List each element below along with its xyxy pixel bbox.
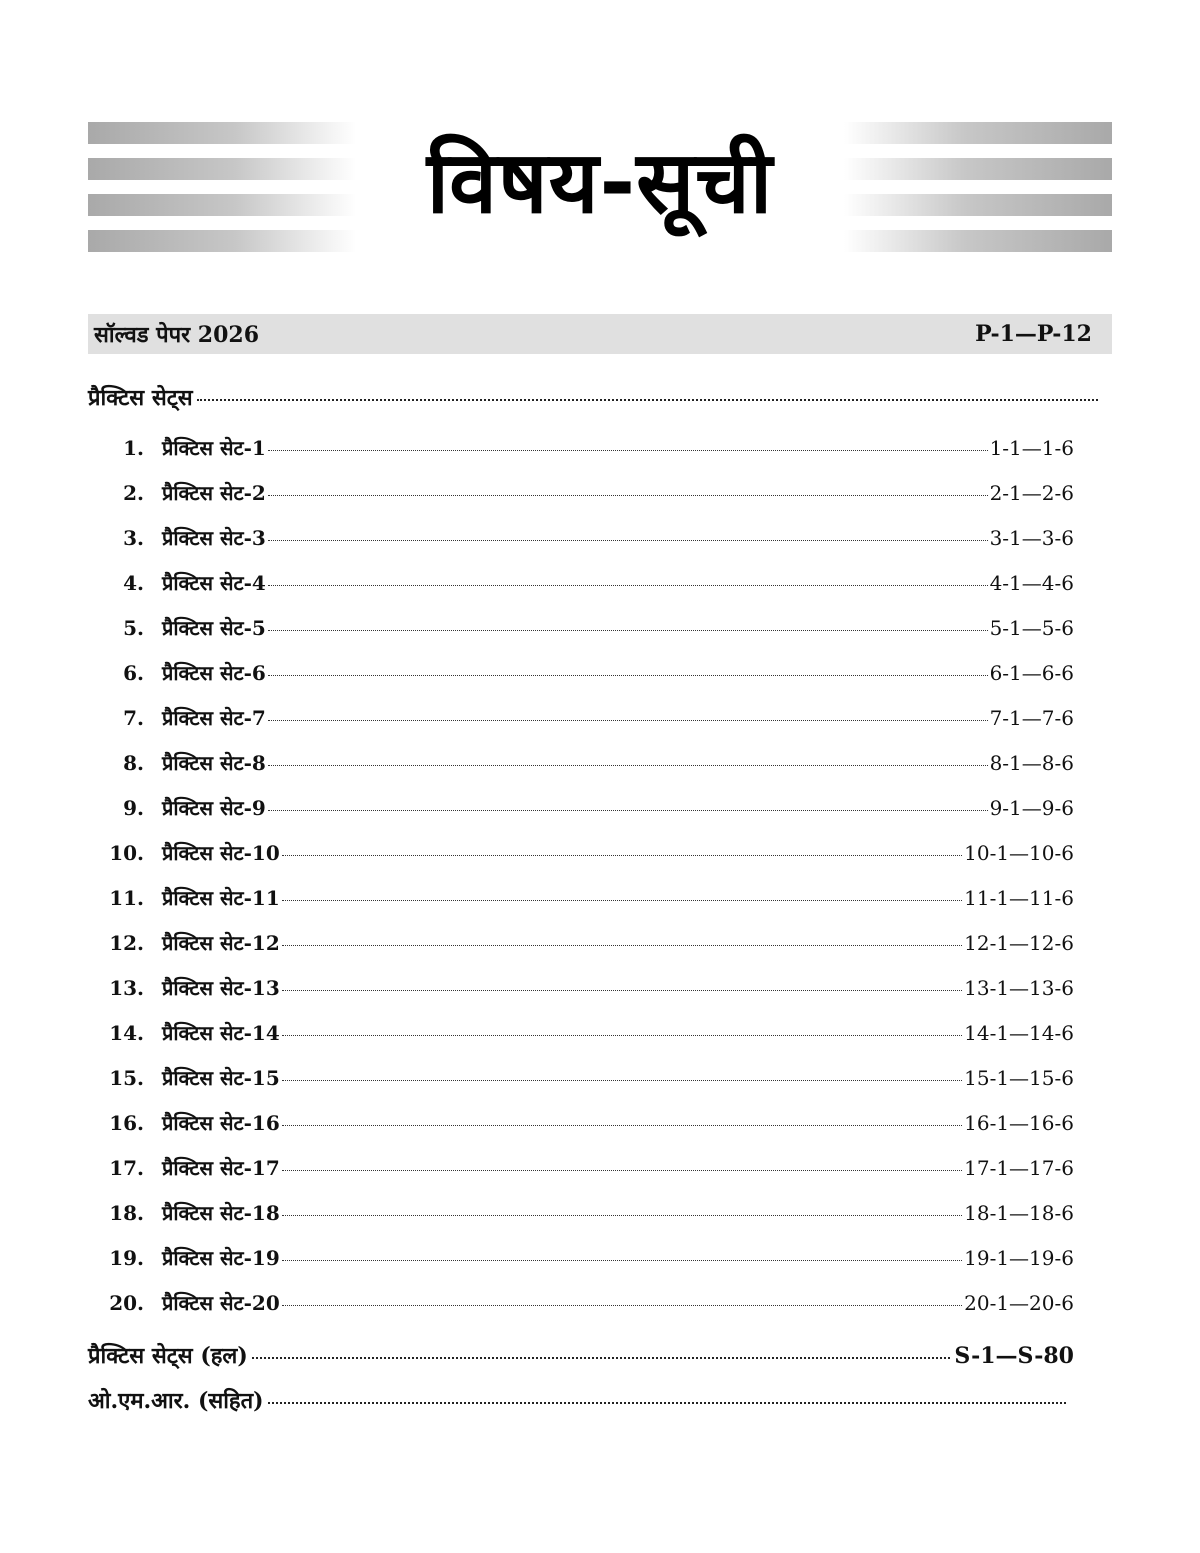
- entry-label: प्रैक्टिस सेट-16: [162, 1111, 280, 1135]
- entry-pages: 15-1—15-6: [964, 1066, 1074, 1090]
- entry-label: प्रैक्टिस सेट-13: [162, 976, 280, 1000]
- entry-label: प्रैक्टिस सेट-9: [162, 796, 266, 820]
- dotted-leader: [268, 675, 988, 676]
- dotted-leader: [252, 1357, 951, 1359]
- solutions-row[interactable]: [88, 1340, 1074, 1370]
- entry-number: 8.: [123, 751, 144, 775]
- entry-number: 6.: [123, 661, 144, 685]
- dotted-leader: [268, 1402, 1066, 1404]
- entry-label: प्रैक्टिस सेट-3: [162, 526, 266, 550]
- dotted-leader: [268, 630, 988, 631]
- entry-pages: 18-1—18-6: [964, 1201, 1074, 1225]
- entry-number: 17.: [109, 1156, 144, 1180]
- dotted-leader: [282, 1125, 962, 1126]
- entry-label: प्रैक्टिस सेट-4: [162, 571, 266, 595]
- entry-number: 16.: [109, 1111, 144, 1135]
- dotted-leader: [268, 540, 988, 541]
- toc-entry[interactable]: [88, 1289, 1074, 1334]
- entry-number: 15.: [109, 1066, 144, 1090]
- toc-entry[interactable]: [88, 659, 1074, 704]
- entry-pages: 6-1—6-6: [989, 661, 1074, 685]
- dotted-leader: [268, 765, 988, 766]
- dotted-leader: [268, 585, 988, 586]
- dotted-leader: [282, 1215, 962, 1216]
- entry-number: 5.: [123, 616, 144, 640]
- dotted-leader: [282, 1305, 962, 1306]
- entry-pages: 11-1—11-6: [964, 886, 1074, 910]
- dotted-leader: [268, 810, 988, 811]
- entry-pages: 8-1—8-6: [989, 751, 1074, 775]
- dotted-leader: [282, 855, 962, 856]
- solved-paper-pages: P-1—P-12: [975, 321, 1092, 347]
- entry-label: प्रैक्टिस सेट-10: [162, 841, 280, 865]
- entry-number: 2.: [123, 481, 144, 505]
- dotted-leader: [282, 1035, 962, 1036]
- dotted-leader: [282, 900, 962, 901]
- entry-number: 9.: [123, 796, 144, 820]
- entry-number: 13.: [109, 976, 144, 1000]
- dotted-leader: [282, 1170, 962, 1171]
- toc-entry[interactable]: [88, 749, 1074, 794]
- dotted-leader: [282, 990, 962, 991]
- entry-pages: 12-1—12-6: [964, 931, 1074, 955]
- entry-label: प्रैक्टिस सेट-11: [162, 886, 280, 910]
- toc-entry[interactable]: [88, 704, 1074, 749]
- toc-entry[interactable]: [88, 1154, 1074, 1199]
- entry-label: प्रैक्टिस सेट-14: [162, 1021, 280, 1045]
- solved-paper-row[interactable]: [88, 314, 1112, 354]
- entry-label: प्रैक्टिस सेट-6: [162, 661, 266, 685]
- entry-label: प्रैक्टिस सेट-12: [162, 931, 280, 955]
- dotted-leader: [282, 1260, 962, 1261]
- entry-pages: 20-1—20-6: [964, 1291, 1074, 1315]
- entry-label: प्रैक्टिस सेट-5: [162, 616, 266, 640]
- entry-pages: 9-1—9-6: [989, 796, 1074, 820]
- page-title: विषय-सूची: [426, 133, 774, 233]
- toc-entry[interactable]: [88, 524, 1074, 569]
- toc-entry[interactable]: [88, 434, 1074, 479]
- dotted-leader: [268, 495, 988, 496]
- entry-number: 14.: [109, 1021, 144, 1045]
- toc-entry[interactable]: [88, 1199, 1074, 1244]
- toc-entry[interactable]: [88, 839, 1074, 884]
- toc-entry[interactable]: [88, 1244, 1074, 1289]
- solved-paper-label: सॉल्वड पेपर 2026: [94, 322, 260, 348]
- toc-entry[interactable]: [88, 614, 1074, 659]
- entry-number: 19.: [109, 1246, 144, 1270]
- entry-pages: 14-1—14-6: [964, 1021, 1074, 1045]
- toc-entry[interactable]: [88, 479, 1074, 524]
- entry-pages: 16-1—16-6: [964, 1111, 1074, 1135]
- entry-label: प्रैक्टिस सेट-15: [162, 1066, 280, 1090]
- entry-number: 18.: [109, 1201, 144, 1225]
- dotted-leader: [282, 945, 962, 946]
- toc-entry[interactable]: [88, 1109, 1074, 1154]
- toc-entry[interactable]: [88, 794, 1074, 839]
- entry-number: 7.: [123, 706, 144, 730]
- entry-pages: 4-1—4-6: [989, 571, 1074, 595]
- entry-pages: 3-1—3-6: [989, 526, 1074, 550]
- entry-number: 20.: [109, 1291, 144, 1315]
- toc-entry[interactable]: [88, 884, 1074, 929]
- omr-row[interactable]: [88, 1385, 1070, 1415]
- entry-label: प्रैक्टिस सेट-8: [162, 751, 266, 775]
- entry-label: प्रैक्टिस सेट-20: [162, 1291, 280, 1315]
- entry-number: 11.: [109, 886, 144, 910]
- entry-label: प्रैक्टिस सेट-1: [162, 436, 266, 460]
- entry-number: 1.: [123, 436, 144, 460]
- toc-entry[interactable]: [88, 974, 1074, 1019]
- entry-pages: 19-1—19-6: [964, 1246, 1074, 1270]
- toc-entry[interactable]: [88, 1064, 1074, 1109]
- dotted-leader: [282, 1080, 962, 1081]
- toc-entry[interactable]: [88, 569, 1074, 614]
- entry-label: प्रैक्टिस सेट-17: [162, 1156, 280, 1180]
- toc-entries: [88, 434, 1074, 1334]
- entry-label: प्रैक्टिस सेट-7: [162, 706, 266, 730]
- toc-entry[interactable]: [88, 929, 1074, 974]
- entry-number: 3.: [123, 526, 144, 550]
- solutions-pages: S-1—S-80: [954, 1343, 1074, 1369]
- entry-pages: 5-1—5-6: [989, 616, 1074, 640]
- dotted-leader: [268, 720, 988, 721]
- practice-sets-heading: प्रैक्टिस सेट्स: [88, 385, 193, 411]
- dotted-leader: [268, 450, 988, 451]
- entry-pages: 13-1—13-6: [964, 976, 1074, 1000]
- omr-label: ओ.एम.आर. (सहित): [88, 1388, 264, 1414]
- toc-entry[interactable]: [88, 1019, 1074, 1064]
- entry-number: 10.: [109, 841, 144, 865]
- entry-label: प्रैक्टिस सेट-2: [162, 481, 266, 505]
- practice-sets-heading-row[interactable]: [88, 382, 1102, 412]
- dotted-leader: [197, 399, 1098, 401]
- entry-label: प्रैक्टिस सेट-19: [162, 1246, 280, 1270]
- entry-pages: 17-1—17-6: [964, 1156, 1074, 1180]
- entry-pages: 1-1—1-6: [989, 436, 1074, 460]
- solutions-label: प्रैक्टिस सेट्स (हल): [88, 1343, 248, 1369]
- entry-pages: 2-1—2-6: [989, 481, 1074, 505]
- entry-pages: 10-1—10-6: [964, 841, 1074, 865]
- entry-number: 12.: [109, 931, 144, 955]
- header-banner: [88, 118, 1112, 258]
- entry-number: 4.: [123, 571, 144, 595]
- entry-label: प्रैक्टिस सेट-18: [162, 1201, 280, 1225]
- entry-pages: 7-1—7-6: [989, 706, 1074, 730]
